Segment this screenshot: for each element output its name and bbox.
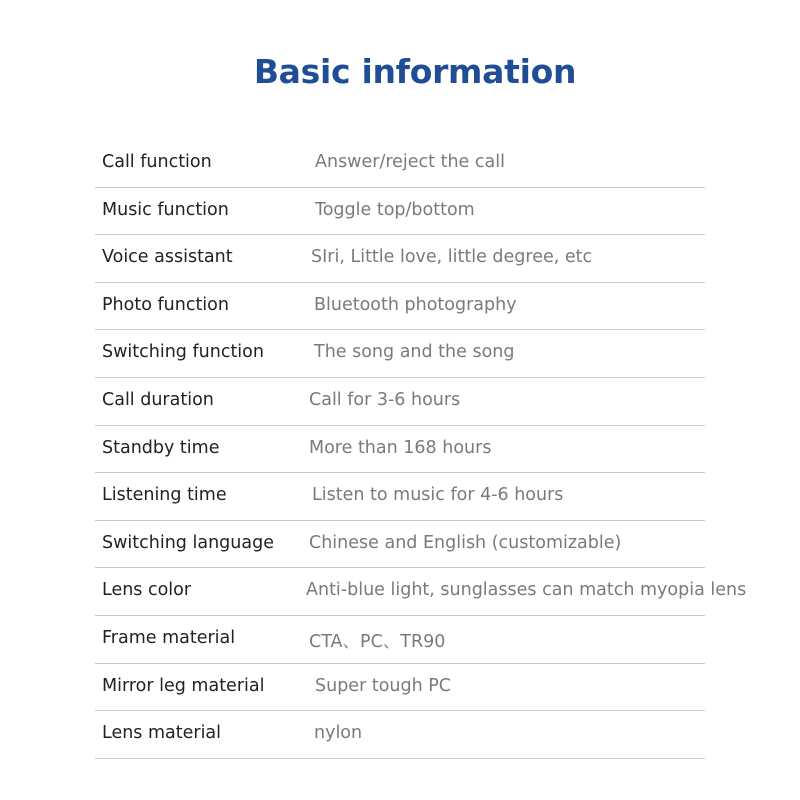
row-label: Voice assistant [102,247,233,268]
table-row [95,330,705,378]
row-value: Bluetooth photography [314,294,517,315]
table-row [95,235,705,283]
table-row [95,521,705,569]
table-row [95,568,747,616]
row-label: Listening time [102,485,227,506]
table-row [95,283,705,331]
row-value: Listen to music for 4-6 hours [312,485,564,506]
row-label: Standby time [102,437,220,458]
row-label: Lens material [102,723,222,744]
row-value: CTA、PC、TR90 [309,631,446,652]
row-value: SIri, Little love, little degree, etc [311,247,593,268]
row-value: nylon [314,723,363,744]
table-row [95,426,705,474]
row-value: The song and the song [314,342,515,363]
page-title: Basic information [253,52,577,91]
table-row [95,711,705,759]
row-label: Call function [102,152,212,172]
table-row [95,188,705,236]
row-label: Lens color [102,580,192,601]
table-row [95,140,705,188]
row-value: Anti-blue light, sunglasses can match myopia lens [306,580,747,601]
row-label: Mirror leg material [102,675,265,696]
row-value: Toggle top/bottom [315,199,475,220]
row-value: Answer/reject the call [315,152,505,172]
row-value: More than 168 hours [309,437,492,458]
row-label: Frame material [102,627,236,648]
row-label: Music function [102,199,229,220]
row-label: Switching function [102,342,264,363]
table-row [95,378,705,426]
row-label: Call duration [102,389,214,410]
row-label: Photo function [102,294,229,315]
spec-table [95,140,747,759]
table-row [95,664,705,712]
row-label: Switching language [102,532,274,553]
row-value: Super tough PC [315,675,452,696]
row-value: Call for 3-6 hours [309,389,461,410]
row-value: Chinese and English (customizable) [309,532,622,553]
table-row [95,616,705,664]
table-row [95,473,705,521]
